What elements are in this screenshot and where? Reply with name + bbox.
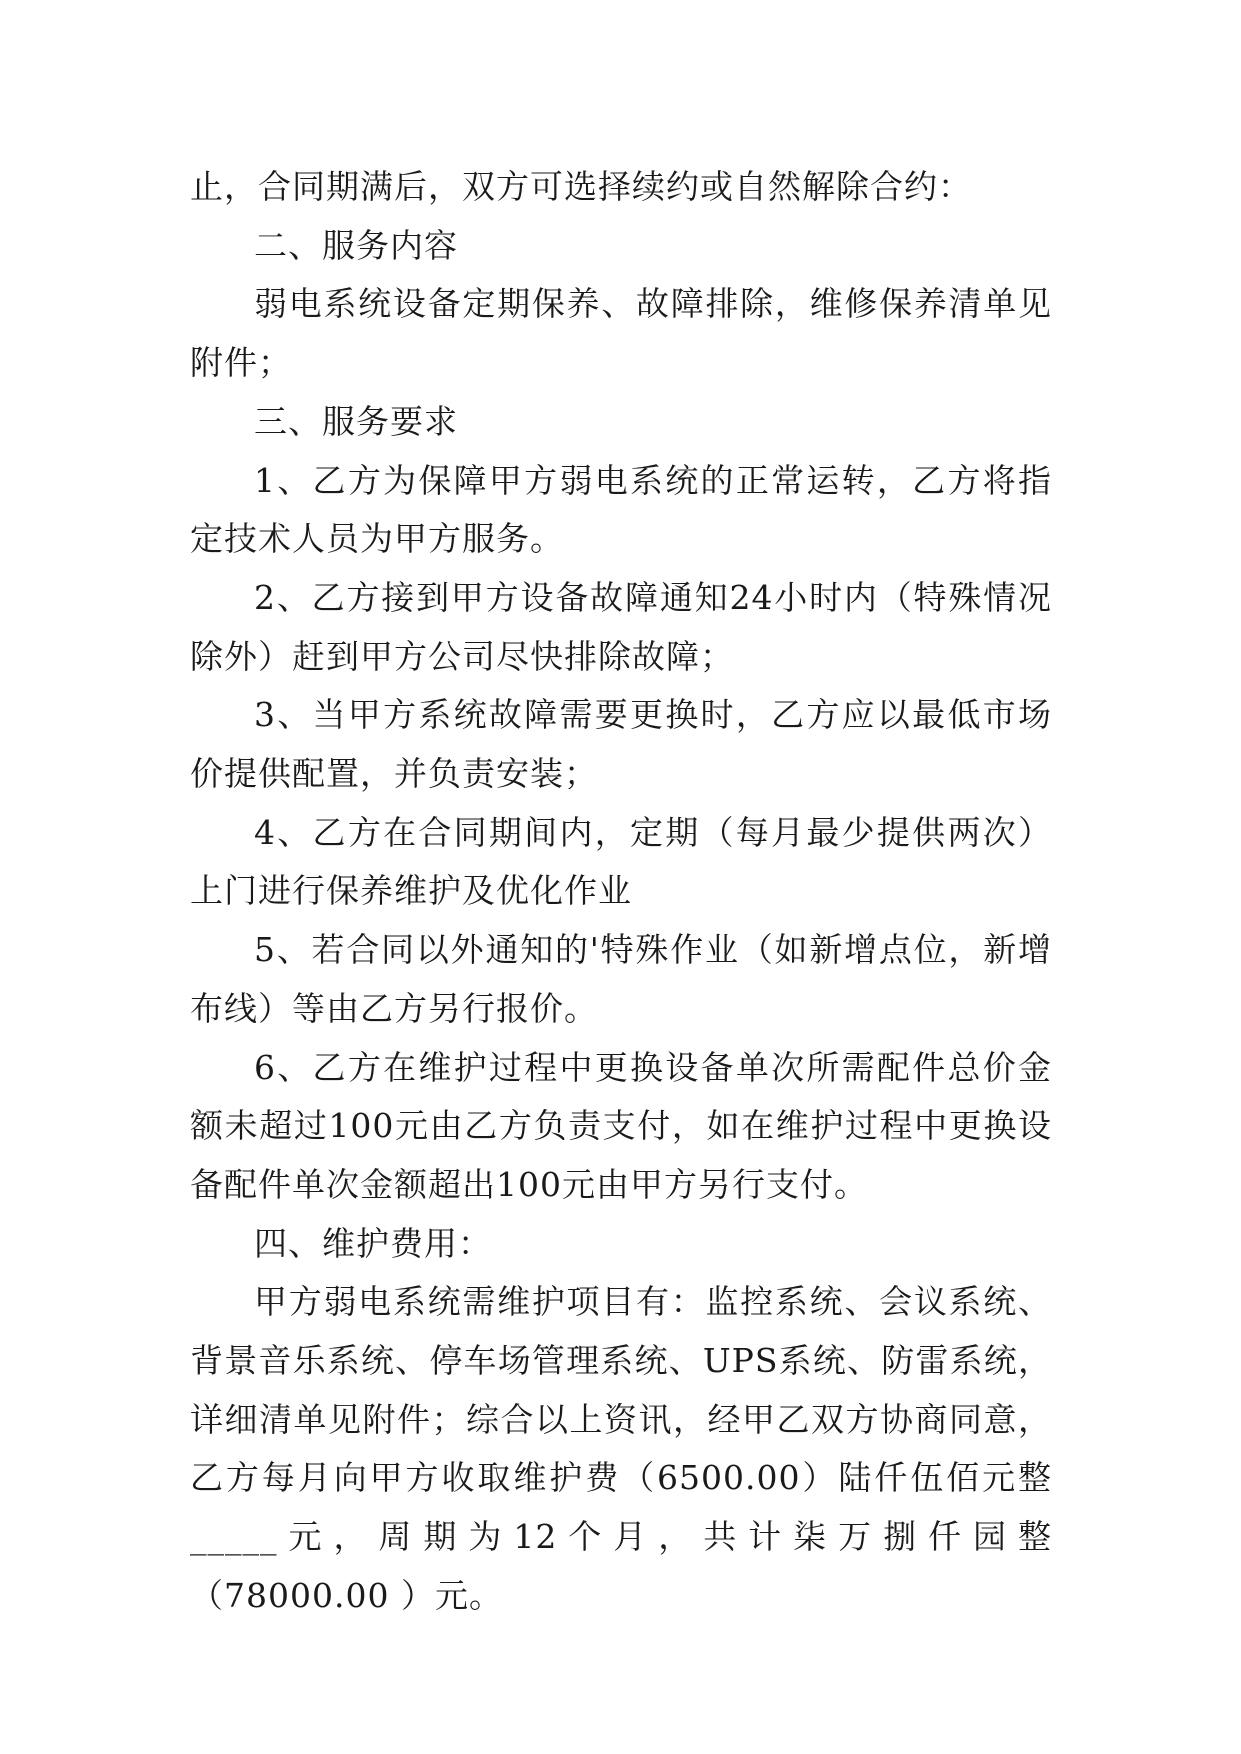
requirement-item-5: 5、若合同以外通知的'特殊作业（如新增点位，新增布线）等由乙方另行报价。 bbox=[190, 930, 1052, 1028]
requirement-item-4: 4、乙方在合同期间内，定期（每月最少提供两次）上门进行保养维护及优化作业 bbox=[190, 812, 1052, 911]
document-body bbox=[190, 158, 1052, 1626]
paragraph-contract-term-end: 止，合同期满后，双方可选择续约或自然解除合约： bbox=[190, 167, 972, 206]
requirement-item-2: 2、乙方接到甲方设备故障通知24小时内（特殊情况除外）赶到甲方公司尽快排除故障； bbox=[190, 577, 1052, 676]
section-heading-service-requirements: 三、服务要求 bbox=[254, 401, 458, 441]
section-heading-service-content: 二、服务内容 bbox=[254, 225, 458, 265]
paragraph-maintenance-fee: 甲方弱电系统需维护项目有：监控系统、会议系统、背景音乐系统、停车场管理系统、UPS系统、防雷系统，详细清单见附件；综合以上资讯，经甲乙双方协商同意，乙方每月向甲方收取维护费（6500.00）陆仟伍佰元整_____元，周期为12个月，共计柒万捌仟园整（78000.00 ）元。 bbox=[190, 1282, 1052, 1615]
requirement-item-1: 1、乙方为保障甲方弱电系统的正常运转，乙方将指定技术人员为甲方服务。 bbox=[190, 460, 1052, 559]
requirement-item-6: 6、乙方在维护过程中更换设备单次所需配件总价金额未超过100元由乙方负责支付，如在维护过程中更换设备配件单次金额超出100元由甲方另行支付。 bbox=[190, 1047, 1052, 1204]
section-heading-maintenance-fee: 四、维护费用： bbox=[254, 1223, 492, 1263]
requirement-item-3: 3、当甲方系统故障需要更换时，乙方应以最低市场价提供配置，并负责安装； bbox=[190, 695, 1052, 794]
paragraph-service-content: 弱电系统设备定期保养、故障排除，维修保养清单见附件； bbox=[190, 284, 1052, 383]
